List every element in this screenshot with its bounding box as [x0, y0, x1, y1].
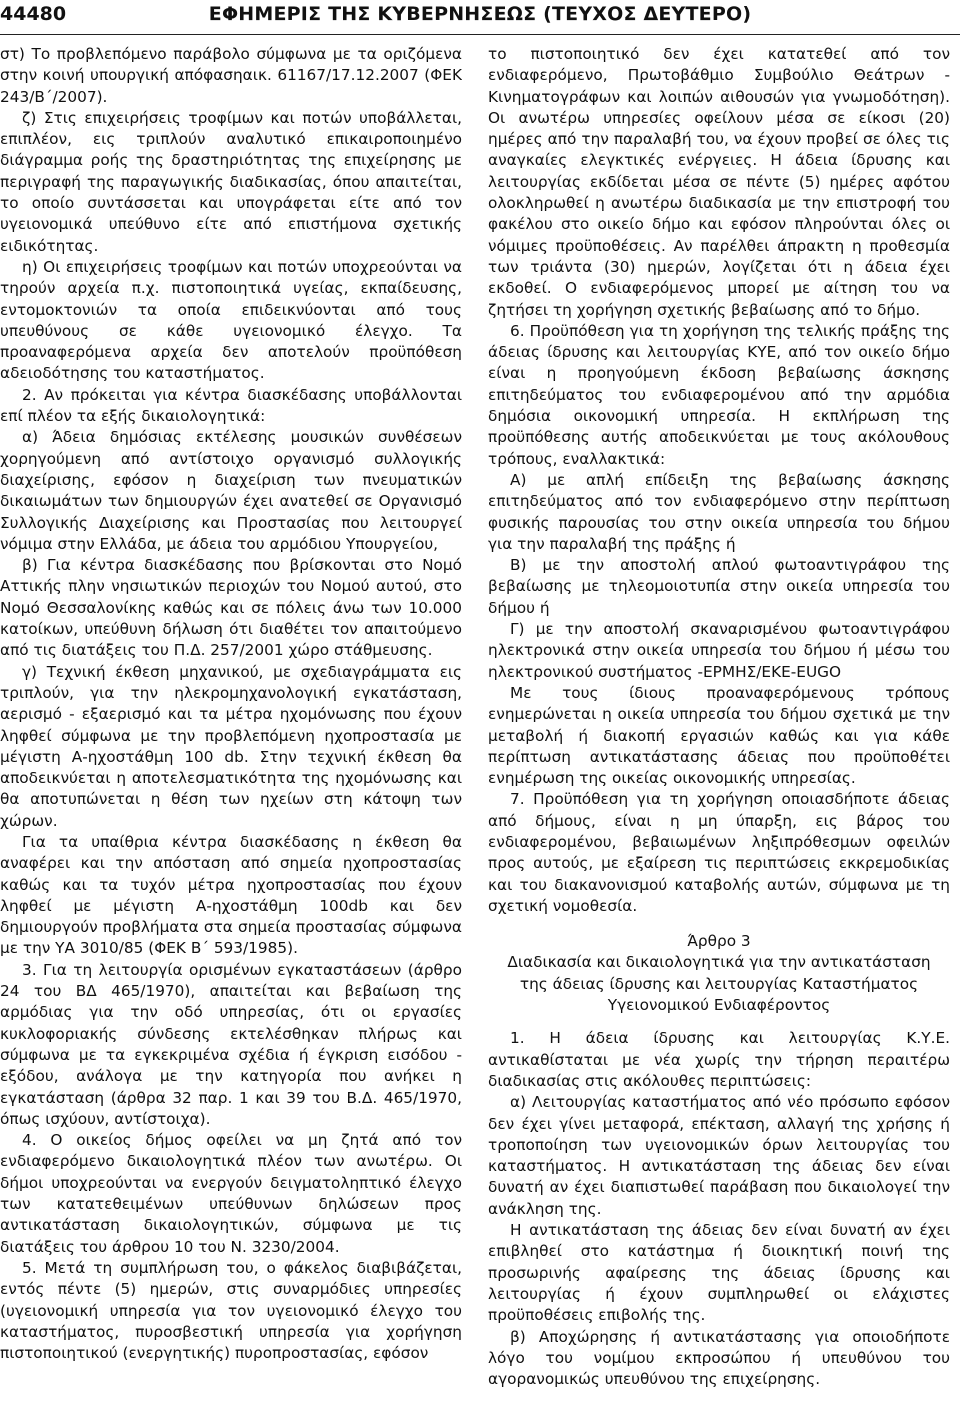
paragraph: γ) Τεχνική έκθεση μηχανικού, με σχεδιαγράμματα εις τριπλούν, για την ηλεκρομηχανολογική εγκατάσταση, αερισμό - εξαερισμό και τα μέτρα ηχομόνωσης που έχουν ληφθεί σύμφωνα με την προβλεπόμενη ηχοπροστασία με μέγιστη Α-ηχοστάθμη 100 db. Στην τεχνική έκθεση θα αποδεικνύεται η αποτελεσματικότητα της ηχομόνωσης και θα αποτυπώνεται η θέση των ηχείων στη κάτοψη των χώρων.: [0, 662, 462, 830]
paragraph: 2. Αν πρόκειται για κέντρα διασκέδασης υποβάλλονται επί πλέον τα εξής δικαιολογητικά:: [0, 385, 462, 426]
paragraph: η) Οι επιχειρήσεις τροφίμων και ποτών υποχρεούνται να τηρούν αρχεία π.χ. πιστοποιητικά υγείας, εκπαίδευσης, εντομοκτονιών τα οποία επιδεικνύονται από τους υπευθύνους σε κάθε υγειονομικό έλεγχο. Τα προαναφερόμενα αρχεία δεν αποτελούν προϋπόθεση αδειοδότησης του καταστήματος.: [0, 257, 462, 383]
paragraph: Η αντικατάσταση της άδειας δεν είναι δυνατή αν έχει επιβληθεί στο κατάστημα ή διοικητική ποινή της προσωρινής αφαίρεσης της άδειας ίδρυσης και λειτουργίας ή έχουν συμπληρωθεί οι ελάχιστες προϋποθέσεις επιβολής της.: [488, 1221, 950, 1325]
paragraph: 4. Ο οικείος δήμος οφείλει να μη ζητά από τον ενδιαφερόμενο δικαιολογητικά πλέον των ανωτέρω. Οι δήμοι υποχρεούνται να ενεργούν δειγματοληπτικό έλεγχο των κατατεθειμένων υπεύθυνων δηλώσεων προς αντικατάσταση δικαιολογητικών, σύμφωνα με τις διατάξεις του άρθρου 10 του Ν. 3230/2004.: [0, 1131, 462, 1256]
left-column: [0, 44, 462, 1420]
paragraph: β) Για κέντρα διασκέδασης που βρίσκονται στο Νομό Αττικής πλην νησιωτικών περιοχών του Νομού αυτού, στο Νομό Θεσσαλονίκης καθώς και σε πόλεις άνω των 10.000 κατοίκων, υπεύθυνη δήλωση ότι διαθέτει τον απαιτούμενο από τις διατάξεις του Π.Δ. 257/2001 χώρο στάθμευσης.: [0, 556, 462, 660]
paragraph: 6. Προϋπόθεση για τη χορήγηση της τελικής πράξης της άδειας ίδρυσης και λειτουργίας ΚΥΕ, από τον οικείο δήμο είναι η προηγούμενη έκδοση βεβαίωσης άσκησης επιτηδεύματος του ενδιαφερομένου από την αρμόδια δημόσια οικονομική υπηρεσία. Η εκπλήρωση της προϋπόθεσης αυτής αποδεικνύεται με τους ακόλουθους τρόπους, εναλλακτικά:: [488, 321, 950, 468]
paragraph: Γ) με την αποστολή σκαναρισμένου φωτοαντιγράφου ηλεκτρονικά στην οικεία υπηρεσία του δήμου ή μέσω του ηλεκτρονικού συστήματος -ΕΡΜΗΣ/ΕΚΕ-EUGO: [488, 620, 950, 681]
paragraph: Β) με την αποστολή απλού φωτοαντιγράφου της βεβαίωσης με τηλεομοιοτυπία στην οικεία υπηρεσία του δήμου ή: [488, 556, 950, 617]
paragraph: Α) με απλή επίδειξη της βεβαίωσης άσκησης επιτηδεύματος από τον ενδιαφερόμενο στην περίπτωση φυσικής παρουσίας του στην οικεία υπηρεσία του δήμου για την παραλαβή της πράξης ή: [488, 470, 950, 553]
gazette-title: ΕΦΗΜΕΡΙΣ ΤΗΣ ΚΥΒΕΡΝΗΣΕΩΣ (ΤΕΥΧΟΣ ΔΕΥΤΕΡΟ): [208, 3, 752, 25]
article-heading: [488, 931, 950, 1016]
paragraph: α) Άδεια δημόσιας εκτέλεσης μουσικών συνθέσεων χορηγούμενη από αντίστοιχο οργανισμό συλλογικής διαχείρισης, εφόσον η διαχείριση των πνευματικών δικαιωμάτων των δημιουργών έχει ανατεθεί σε Οργανισμό Συλλογικής Διαχείρισης και Προστασίας που λειτουργεί νόμιμα στην Ελλάδα, με άδεια του αρμόδιου Υπουργείου,: [0, 428, 462, 553]
paragraph: 3. Για τη λειτουργία ορισμένων εγκαταστάσεων (άρθρο 24 του ΒΔ 465/1970), απαιτείται και βεβαίωση της αρμόδιας για την οδό υπηρεσίας, ότι οι εργασίες κυκλοφοριακής σύνδεσης εκτελέσθηκαν πλήρως και σύμφωνα με τα εγκεκριμένα σχέδια ή έγκριση εισόδου - εξόδου, ανάλογα με την κατηγορία που ανήκει η εγκατάσταση (άρθρα 32 παρ. 1 και 39 του Β.Δ. 465/1970, όπως ισχύουν, αντίστοιχα).: [0, 960, 462, 1128]
paragraph: το πιστοποιητικό δεν έχει κατατεθεί από τον ενδιαφερόμενο, Πρωτοβάθμιο Συμβούλιο Θεάτρων - Κινηματογράφων και λοιπών αιθουσών για γνωμοδότηση). Οι ανωτέρω υπηρεσίες οφείλουν μέσα σε είκοσι (20) ημέρες από την παραλαβή του, να έχουν προβεί σε όλες τις αναγκαίες ελεγκτικές ενέργειες. Η άδεια ίδρυσης και λειτουργίας εκδίδεται μέσα σε πέντε (5) ημέρες αφότου ολοκληρωθεί η ανωτέρω διαδικασία με την επιστροφή του φακέλου στο οικείο δήμο και εφόσον πληρούνται όλες οι νόμιμες προϋποθέσεις. Αν παρέλθει άπρακτη η προθεσμία των τριάντα (30) ημερών, λογίζεται ότι η άδεια έχει εκδοθεί. Ο ενδιαφερόμενος μπορεί με αίτηση του να ζητήσει τη χορήγηση σχετικής βεβαίωσης από το δήμο.: [488, 45, 950, 319]
article-title-line: της άδειας ίδρυσης και λειτουργίας Καταστήματος: [519, 974, 919, 993]
article-number: Άρθρο 3: [687, 932, 751, 951]
paragraph: α) Λειτουργίας καταστήματος από νέο πρόσωπο εφόσον δεν έχει γίνει μεταφορά, επέκταση, αλλαγή της χρήσης ή τροποποίηση των υγειονομικών όρων λειτουργίας του καταστήματος. Η αντικατάσταση της άδειας δεν είναι δυνατή αν έχει διαπιστωθεί παράβαση που δικαιολογεί την ανάκληση της.: [488, 1093, 950, 1218]
paragraph: ζ) Στις επιχειρήσεις τροφίμων και ποτών υποβάλλεται, επιπλέον, εις τριπλούν αναλυτικό επικαιροποιημένο διάγραμμα ροής της δραστηριότητας της επιχείρησης με περιγραφή της παραγωγικής διαδικασίας, όπου απαιτείται, το οποίο συντάσσεται και υπογράφεται είτε από τον υγειονομικά υπεύθυνο είτε από επιστήμονα σχετικής ειδικότητας.: [0, 108, 462, 255]
paragraph: Με τους ίδιους προαναφερόμενους τρόπους ενημερώνεται η οικεία υπηρεσία του δήμου σχετικά με την μεταβολή ή διακοπή εργασιών καθώς και για κάθε περίπτωση αντικατάστασης άδειας που προϋποθέτει ενημέρωση της οικείας οικονομικής υπηρεσίας.: [488, 683, 950, 788]
page-header: [0, 0, 960, 34]
paragraph: 7. Προϋπόθεση για τη χορήγηση οποιασδήποτε άδειας από δήμους, είναι η μη ύπαρξη, εις βάρος του ενδιαφερομένου, βεβαιωμένων ληξιπρόθεσμων οφειλών προς αυτούς, με εξαίρεση τις περιπτώσεις εκκρεμοδικίας και του διακανονισμού καταβολής αυτών, σύμφωνα με τη σχετική νομοθεσία.: [488, 790, 950, 915]
header-rule: [0, 34, 960, 35]
page-number: 44480: [0, 3, 67, 25]
paragraph: 1. Η άδεια ίδρυσης και λειτουργίας Κ.Υ.Ε. αντικαθίσταται με νέα χωρίς την τήρηση περαιτέρω διαδικασίας στις ακόλουθες περιπτώσεις:: [488, 1029, 950, 1090]
paragraph: 5. Μετά τη συμπλήρωση του, ο φάκελος διαβιβάζεται, εντός πέντε (5) ημερών, στις συναρμόδιες υπηρεσίες (υγειονομική υπηρεσία για τον υγειονομικό έλεγχο του καταστήματος, πυροσβεστική υπηρεσία για χορήγηση πιστοποιητικού (ενεργητικής) πυροπροστασίας, εφόσον: [0, 1258, 462, 1363]
right-column: [488, 44, 950, 1420]
article-title-line: Υγειονομικού Ενδιαφέροντος: [607, 996, 831, 1015]
paragraph: Για τα υπαίθρια κέντρα διασκέδασης η έκθεση θα αναφέρει και την απόσταση από σημεία ηχοπροστασίας καθώς και τα τυχόν μέτρα ηχοπροστασίας που έχουν ληφθεί με μέγιστη Α-ηχοστάθμη 100db και δεν δημιουργούν προβλήματα στα σημεία προστασίας σύμφωνα με την ΥΑ 3010/85 (ΦΕΚ Β΄ 593/1985).: [0, 832, 462, 958]
article-title-line: Διαδικασία και δικαιολογητικά για την αντικατάσταση: [507, 953, 931, 972]
paragraph: στ) Το προβλεπόμενο παράβολο σύμφωνα με τα οριζόμενα στην κοινή υπουργική απόφασηαικ. 61167/17.12.2007 (ΦΕΚ 243/Β΄/2007).: [0, 45, 462, 106]
paragraph: β) Αποχώρησης ή αντικατάστασης για οποιοδήποτε λόγο του νομίμου εκπροσώπου ή υπευθύνου του αγορανομικώς υπευθύνου της επιχείρησης.: [488, 1327, 950, 1389]
